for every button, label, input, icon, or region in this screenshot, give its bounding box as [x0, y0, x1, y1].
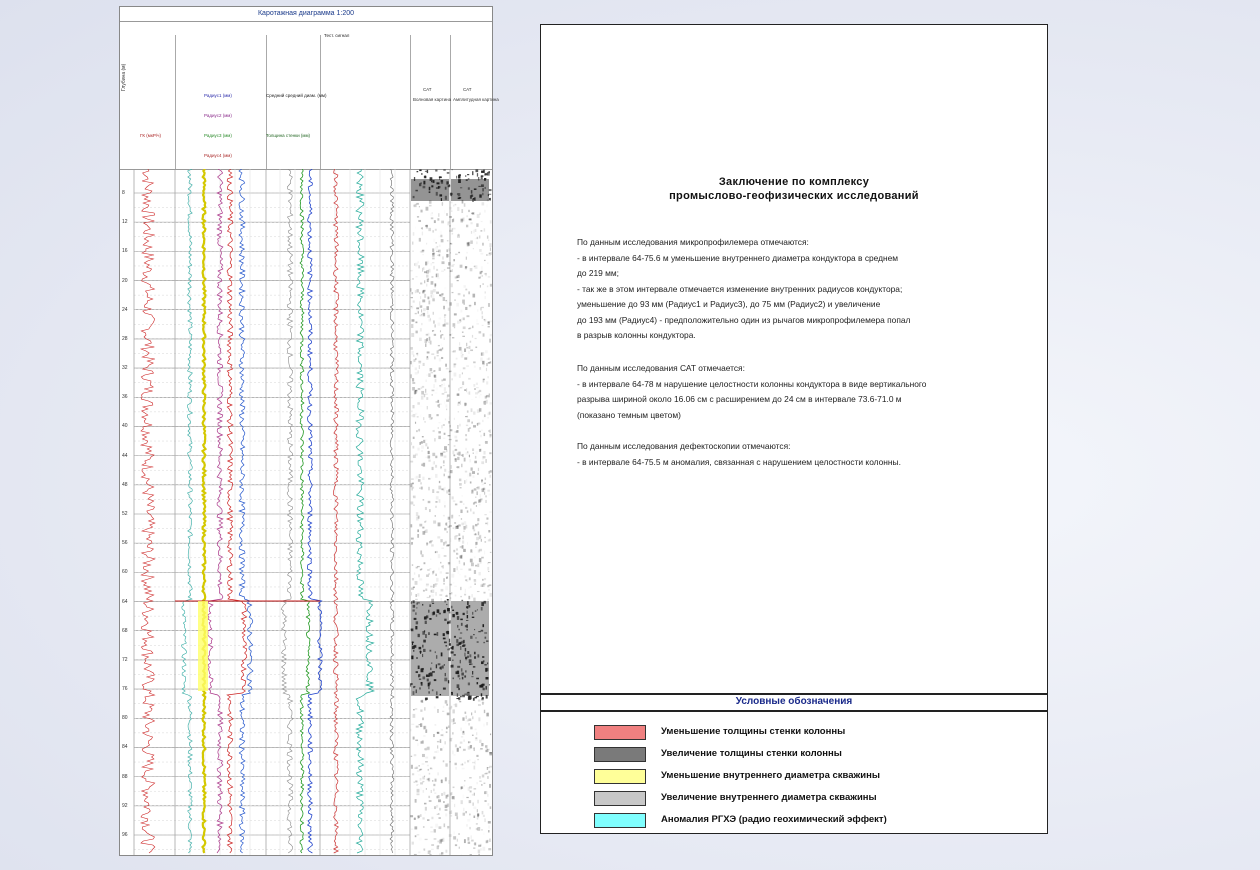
- paragraph-microprofile: [577, 235, 1017, 344]
- depth-tick: 88: [122, 773, 128, 780]
- text-line: - в интервале 64-75.5 м аномалия, связанная с нарушением целостности колонны.: [577, 456, 901, 467]
- text-line: По данным исследования САТ отмечается:: [577, 363, 745, 373]
- text-line: - в интервале 64-75.6 м уменьшение внутреннего диаметра кондуктора в среднем: [577, 252, 899, 263]
- depth-tick: 80: [122, 715, 128, 722]
- log-curves: [120, 169, 492, 855]
- depth-tick: 68: [122, 627, 128, 634]
- sat-header: САТ: [423, 87, 432, 92]
- log-body: [120, 169, 492, 855]
- sat-header: САТ: [463, 87, 472, 92]
- text-line: (показано темным цветом): [577, 409, 681, 420]
- legend-swatch: [594, 747, 646, 762]
- paragraph-defectoscopy: [577, 439, 1017, 470]
- text-line: до 193 мм (Радиус4) - предположительно один из рычагов микропрофилемера попал: [577, 314, 911, 325]
- log-diagram-panel: [119, 6, 499, 856]
- depth-tick: 60: [122, 569, 128, 576]
- depth-tick: 92: [122, 802, 128, 809]
- legend-label: Уменьшение внутреннего диаметра скважины: [661, 770, 880, 781]
- legend-label: Увеличение толщины стенки колонны: [661, 748, 842, 759]
- depth-tick: 56: [122, 540, 128, 547]
- depth-tick: 36: [122, 394, 128, 401]
- depth-tick: 72: [122, 656, 128, 663]
- depth-tick: 16: [122, 248, 128, 255]
- header-label: Средний средний диам. (мм): [266, 93, 327, 98]
- depth-tick: 8: [122, 190, 125, 196]
- depth-tick: 52: [122, 511, 128, 517]
- depth-tick: 84: [122, 744, 128, 751]
- header-label: Радиус2 (мм): [204, 113, 232, 118]
- depth-tick: 24: [122, 306, 128, 313]
- legend-swatch: [594, 791, 646, 806]
- text-line: По данным исследования микропрофилемера отмечаются:: [577, 237, 809, 247]
- legend-swatch: [594, 813, 646, 828]
- text-line: уменьшение до 93 мм (Радиус1 и Радиус3), до 75 мм (Радиус2) и увеличение: [577, 299, 881, 309]
- text-line: до 219 мм;: [577, 268, 620, 278]
- depth-tick: 44: [122, 452, 128, 459]
- depth-tick: 64: [122, 598, 128, 605]
- header-label: Радиус4 (мм): [204, 153, 232, 158]
- text-line: разрыва шириной около 16.06 см с расширением до 24 см в интервале 73.6-71.0 м: [577, 394, 902, 404]
- depth-tick: 76: [122, 686, 128, 693]
- text-line: - так же в этом интервале отмечается изменение внутренних радиусов кондуктора;: [577, 283, 903, 294]
- sat-sub-label: Волновая картина: [413, 97, 452, 102]
- depth-tick: 96: [122, 832, 128, 838]
- header-label: Радиус3 (мм): [204, 133, 232, 138]
- log-diagram-title: Каротажная диаграмма 1:200: [120, 7, 492, 22]
- paragraph-sat: [577, 361, 1017, 423]
- depth-axis-label: Глубина (м): [121, 63, 127, 91]
- header-label: ГК (мкР/ч): [140, 133, 161, 138]
- sat-sub-label: Амплитудная картина: [453, 97, 499, 102]
- text-line: в разрыв колонны кондуктора.: [577, 330, 696, 340]
- depth-tick: 28: [122, 335, 128, 342]
- text-line: По данным исследования дефектоскопии отмечаются:: [577, 441, 791, 451]
- log-header: [120, 21, 499, 170]
- conclusion-title: [541, 175, 1047, 203]
- depth-tick: 48: [122, 481, 128, 488]
- depth-tick: 32: [122, 365, 128, 372]
- legend-header: Условные обозначения: [541, 693, 1047, 712]
- legend-label: Уменьшение толщины стенки колонны: [661, 726, 846, 737]
- text-line: - в интервале 64-78 м нарушение целостности колонны кондуктора в виде вертикального: [577, 378, 927, 389]
- conclusion-title-line: промыслово-геофизических исследований: [669, 190, 919, 202]
- depth-tick: 20: [122, 277, 128, 284]
- legend-label: Аномалия РГХЭ (радио геохимический эффект): [661, 814, 887, 825]
- depth-tick: 12: [122, 219, 128, 226]
- header-label: Тест. сигнал: [324, 33, 350, 38]
- conclusion-panel: [540, 24, 1048, 834]
- legend-swatch: [594, 769, 646, 784]
- depth-tick: 40: [122, 423, 128, 430]
- conclusion-title-line: Заключение по комплексу: [718, 176, 870, 188]
- legend-label: Увеличение внутреннего диаметра скважины: [661, 792, 877, 803]
- header-label: Толщина стенки (мм): [266, 133, 311, 138]
- legend-swatch: [594, 725, 646, 740]
- header-label: Радиус1 (мм): [204, 93, 232, 98]
